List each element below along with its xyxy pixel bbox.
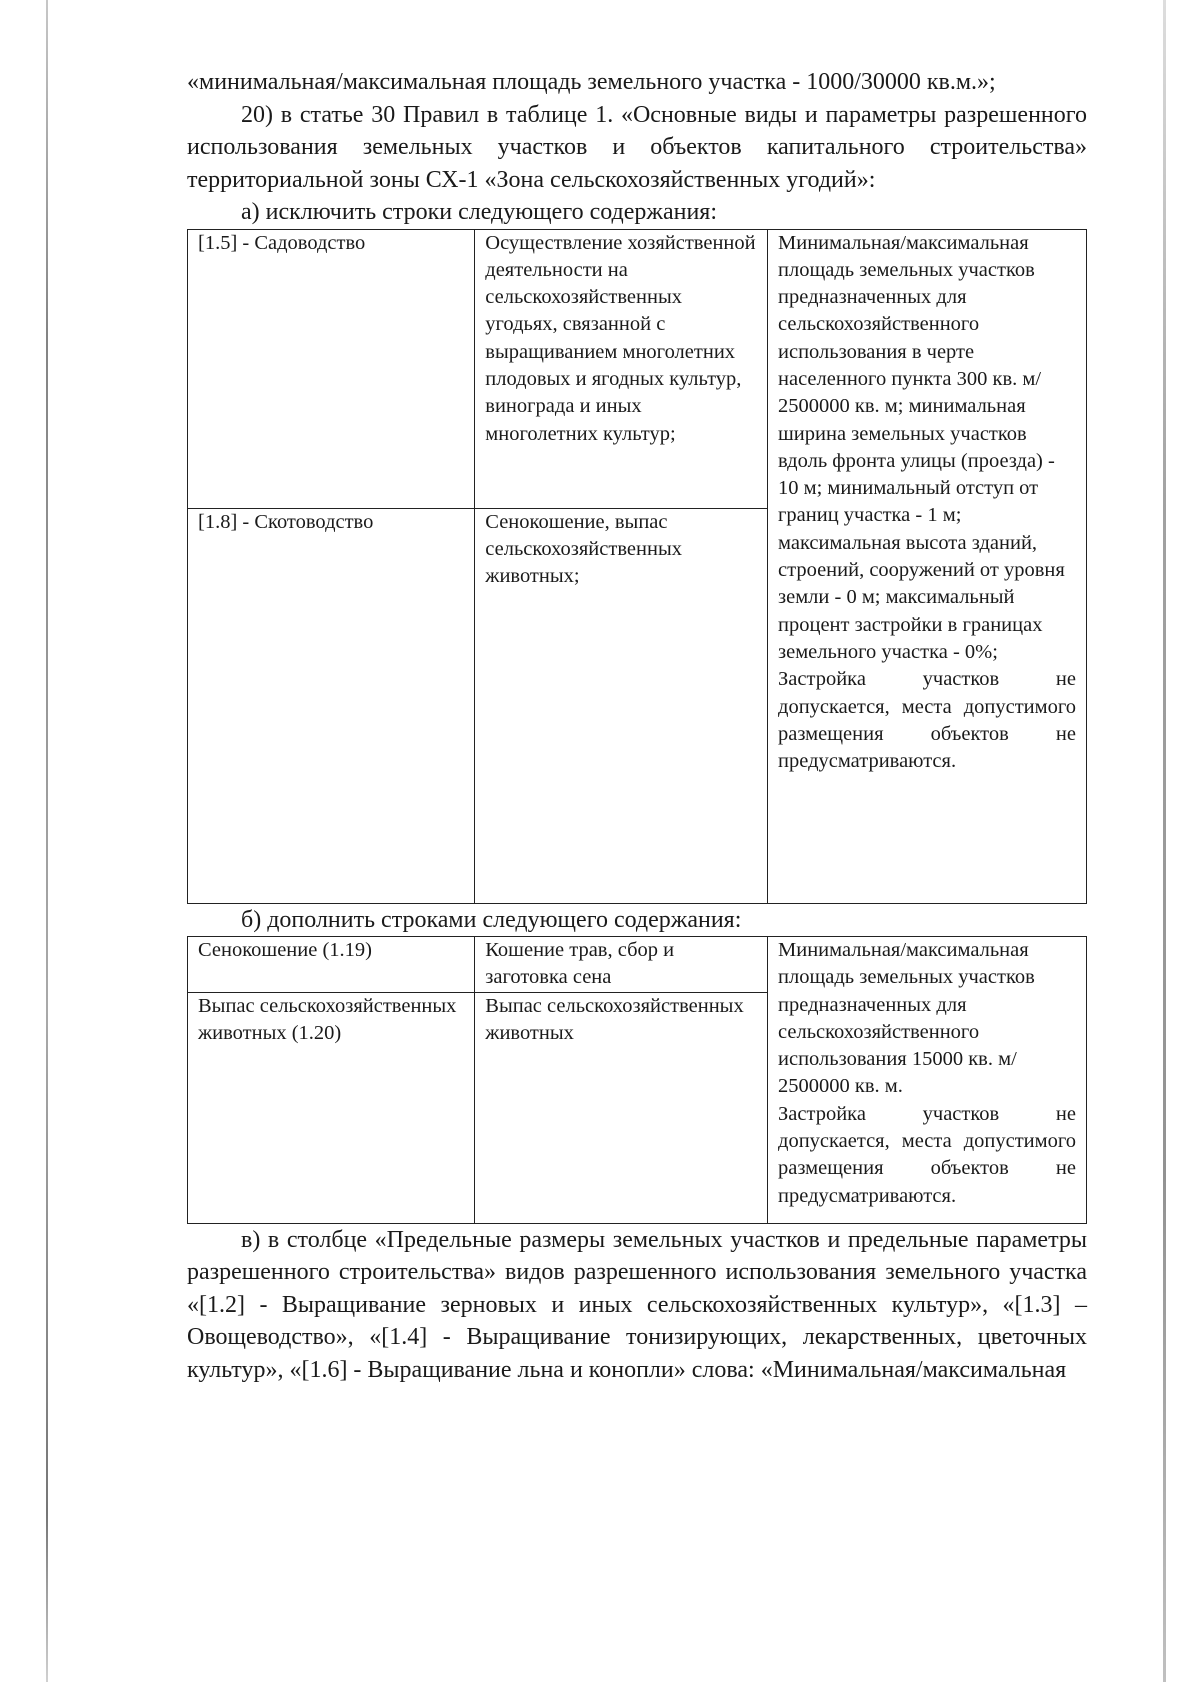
document-page [187,66,1087,1386]
table-cell-parameters [768,229,1087,903]
table-cell-use-type: Сенокошение (1.19) [188,937,475,993]
table-row [188,937,1087,993]
item-a-lead: а) исключить строки следующего содержания: [241,199,718,225]
paragraph-item-20: 20) в статье 30 Правил в таблице 1. «Основные виды и параметры разрешенного использования земельных участков и объектов капитального строительства» территориальной зоны СХ-1 «Зона сельскохозяйственных угодий»: [187,101,1087,193]
parameters-tail: Застройка участков не допускается, места допустимого размещения объектов не предусматриваются. [778,1102,1076,1207]
table-row [188,229,1087,508]
table-excluded-rows [187,229,1087,904]
table-cell-description: Выпас сельскохозяйственных животных [475,992,768,1223]
parameters-text: Минимальная/максимальная площадь земельных участков предназначенных для сельскохозяйственного использования 15000 кв. м/ 2500000 кв. м. [778,939,1035,1098]
table-cell-description: Осуществление хозяйственной деятельности на сельскохозяйственных угодьях, связанной с выращиванием многолетних плодовых и ягодных культур, винограда и иных многолетних культур; [475,229,768,508]
parameters-tail: Застройка участков не допускается, места допустимого размещения объектов не предусматриваются. [778,668,1076,773]
table-cell-description: Кошение трав, сбор и заготовка сена [475,937,768,993]
table-cell-use-type: Выпас сельскохозяйственных животных (1.20) [188,992,475,1223]
scan-edge-right [1163,0,1166,1682]
paragraph-item-v: в) в столбце «Предельные размеры земельных участков и предельные параметры разрешенного строительства» видов разрешенного использования земельного участка «[1.2] - Выращивание зерновых и иных сельскохозяйственных культур», «[1.3] – Овощеводство», «[1.4] - Выращивание тонизирующих, лекарственных, цветочных культур», «[1.6] - Выращивание льна и конопли» слова: «Минимальная/максимальная [187,1226,1087,1383]
table-cell-use-type: [1.5] - Садоводство [188,229,475,508]
scan-edge-left [46,0,48,1682]
table-cell-description: Сенокошение, выпас сельскохозяйственных животных; [475,508,768,903]
item-b-lead: б) дополнить строками следующего содержания: [241,906,742,933]
paragraph-continuation: «минимальная/максимальная площадь земельного участка - 1000/30000 кв.м.»; [187,69,996,95]
table-cell-parameters [768,937,1087,1224]
table-cell-use-type: [1.8] - Скотоводство [188,508,475,903]
table-added-rows [187,936,1087,1224]
parameters-text: Минимальная/максимальная площадь земельных участков предназначенных для сельскохозяйственного использования в черте населенного пункта 300 кв. м/ 2500000 кв. м; минимальная ширина земельных участков вдоль фронта улицы (проезда) - 10 м; минимальный отступ от границ участка - 1 м; максимальная высота зданий, строений, сооружений от уровня земли - 0 м; максимальный процент застройки в границах земельного участка - 0%; [778,231,1065,663]
